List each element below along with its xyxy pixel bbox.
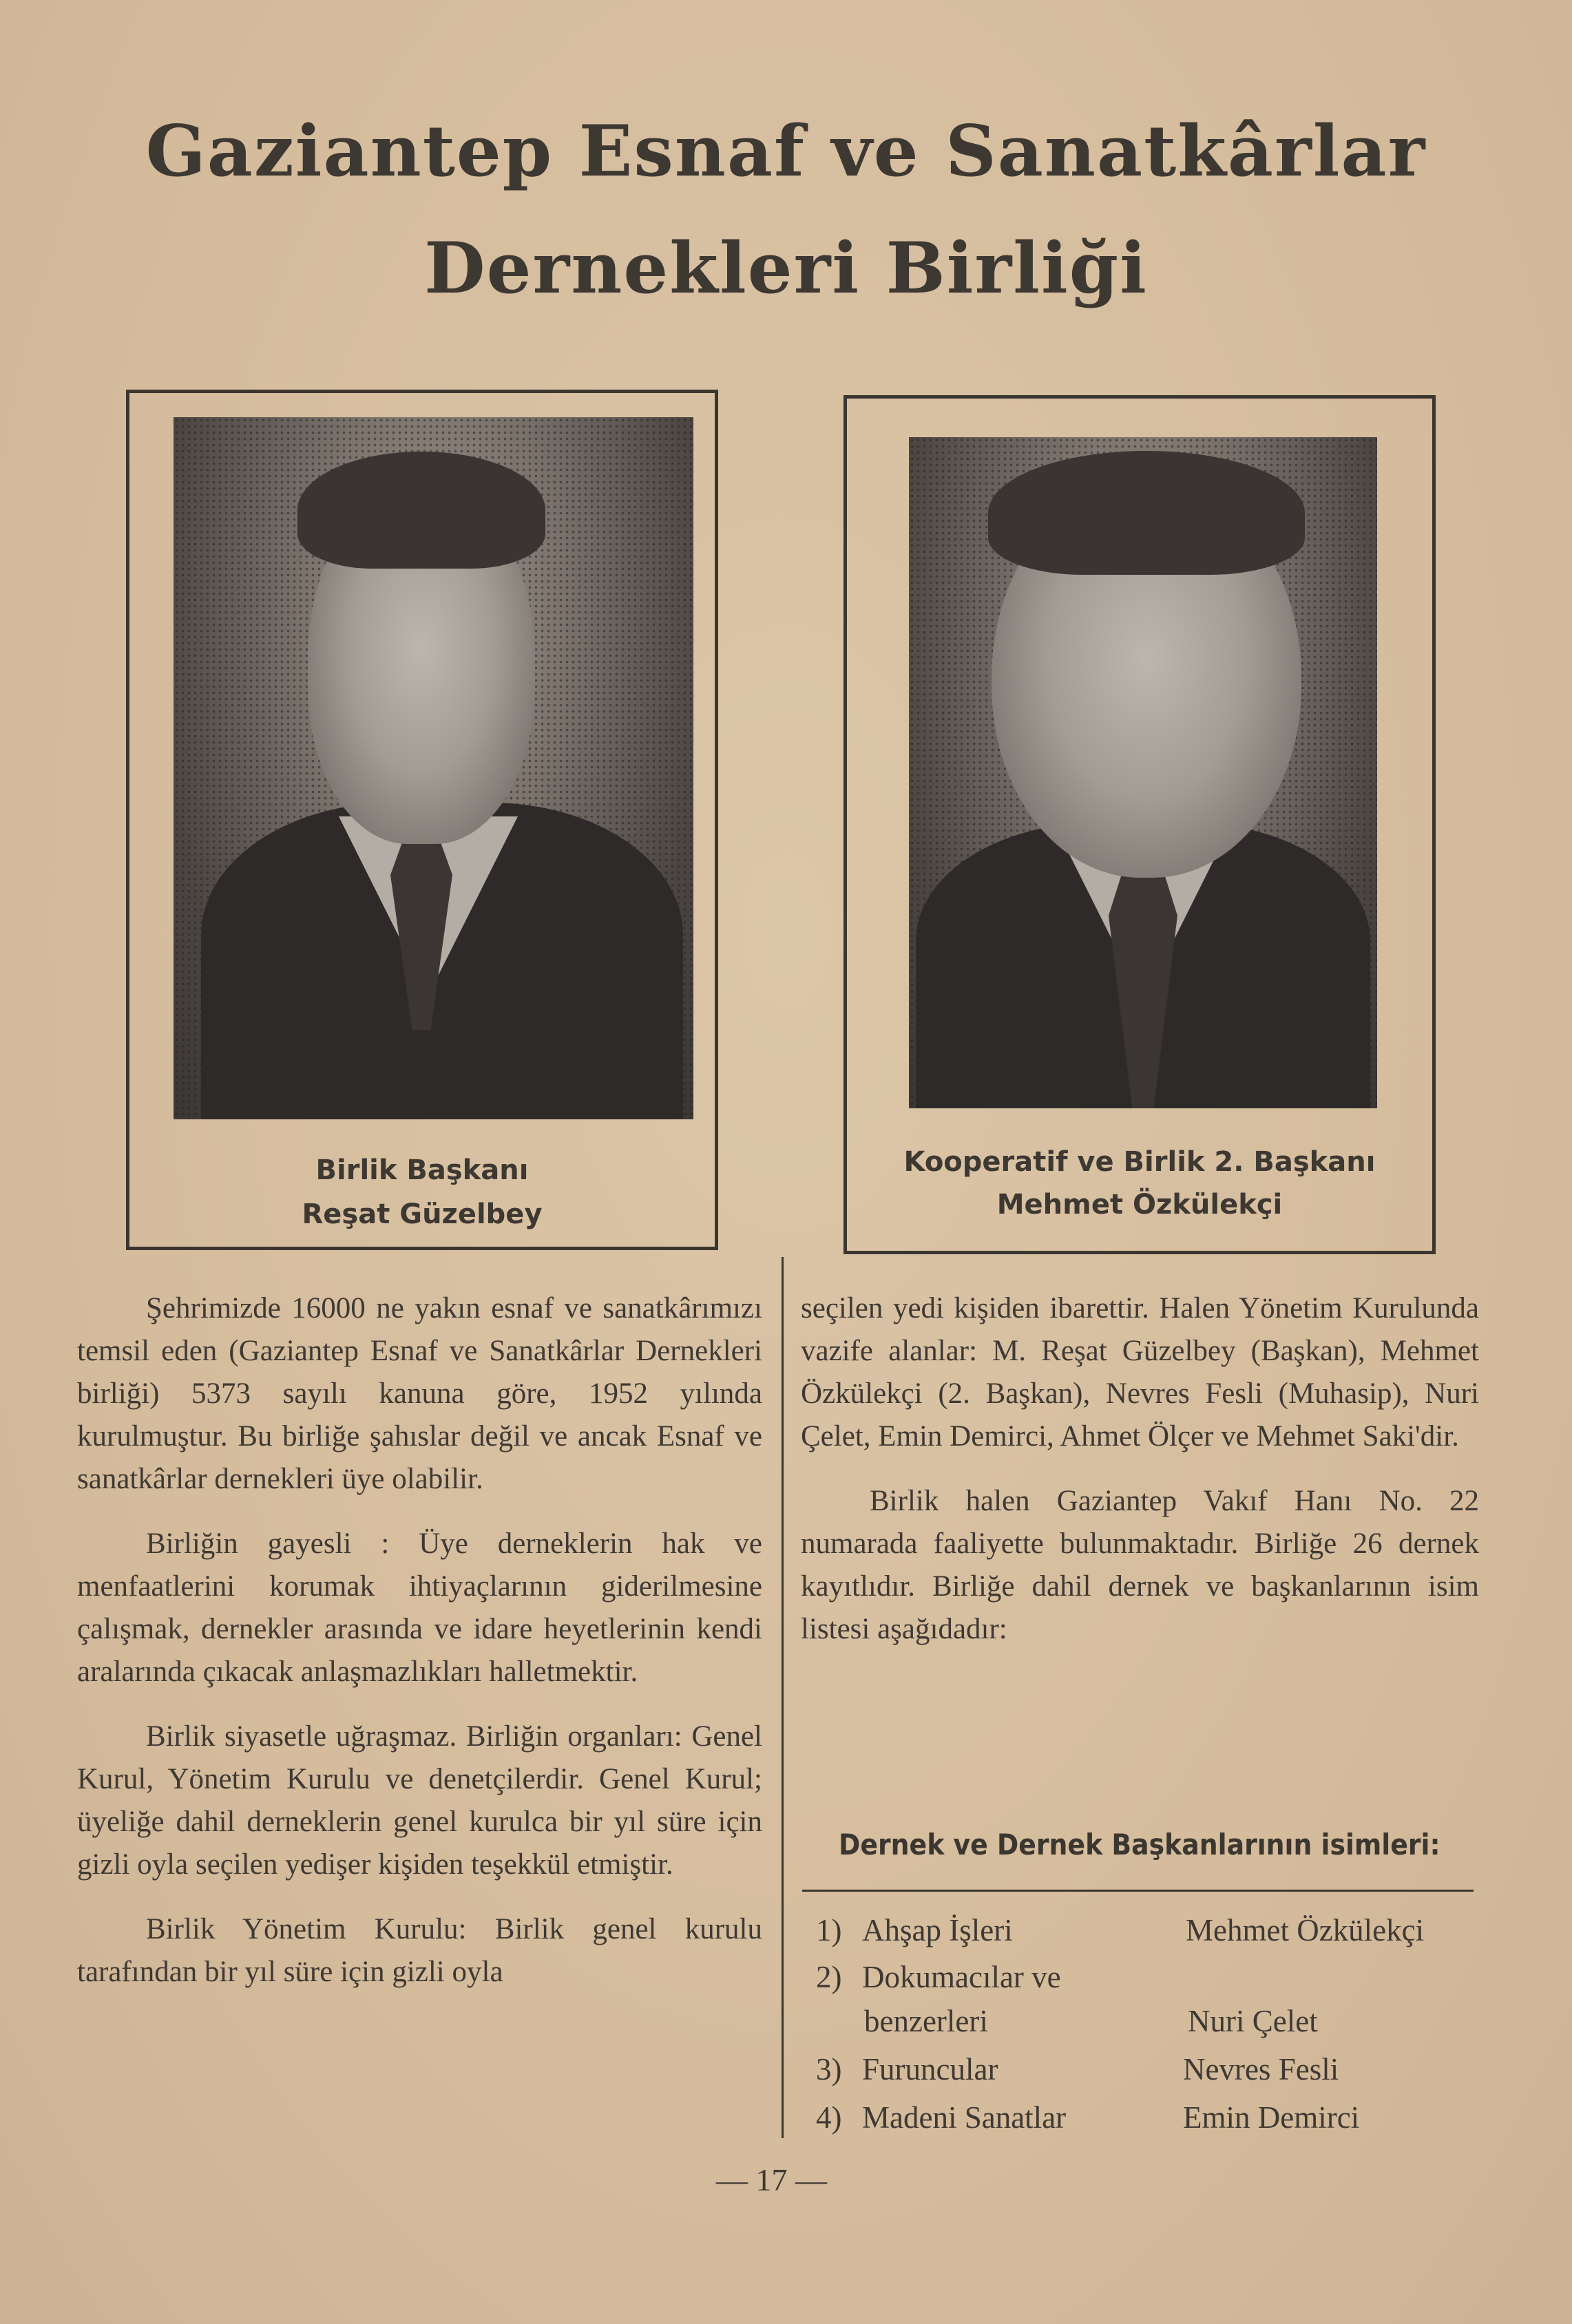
list-item-1-number: 1) (816, 1913, 842, 1947)
list-item-2-number: 2) (816, 1960, 842, 1994)
column-divider (782, 1257, 784, 2138)
caption-president-title: Birlik Başkanı (315, 1154, 529, 1186)
list-item-2-name: Dokumacılar ve (862, 1960, 1061, 1994)
paragraph-location: Birlik halen Gaziantep Vakıf Hanı No. 22 numarada faaliyette bulunmaktadır. Birliğe 26 dernek kayıtlıdır. Birliğe dahil dernek ve başkanlarının isim listesi aşağıdadır: (801, 1485, 1479, 1645)
list-item-1-name: Ahşap İşleri (862, 1913, 1013, 1947)
list-item-1-head: Mehmet Özkülekçi (1186, 1913, 1425, 1947)
right-column-text (801, 1287, 1479, 1673)
paragraph-board-start: Birlik Yönetim Kurulu: Birlik genel kurulu tarafından bir yıl süre için gizli oyla (77, 1913, 762, 1988)
association-list-title: Dernek ve Dernek Başkanlarının isimleri: (839, 1828, 1440, 1861)
paragraph-organs: Birlik siyasetle uğraşmaz. Birliğin organları: Genel Kurul, Yönetim Kurulu ve denetçilerdir. Genel Kurul; üyeliğe dahil derneklerin genel kurulca bir yıl süre için gizli oyla seçilen yedişer kişiden teşekkül etmiştir. (77, 1720, 762, 1881)
list-item-3-head: Nevres Fesli (1183, 2052, 1339, 2087)
caption-president-name: Reşat Güzelbey (302, 1198, 543, 1230)
portrait-photo-president (174, 417, 693, 1119)
paragraph-board-continued: seçilen yedi kişiden ibarettir. Halen Yönetim Kurulunda vazife alanlar: M. Reşat Güzelbey (Başkan), Mehmet Özkülekçi (2. Başkan), Nevres Fesli (Muhasip), Nuri Çelet, Emin Demirci, Ahmet Ölçer ve Mehmet Saki'dir. (801, 1292, 1479, 1452)
list-item-3-number: 3) (816, 2052, 842, 2087)
paragraph-purpose: Birliğin gayesli : Üye derneklerin hak ve menfaatlerini korumak ihtiyaçlarının giderilmesine çalışmak, dernekler arasında ve idare heyetlerinin kendi aralarında çıkacak anlaşmazlıkları halletmektir. (77, 1528, 762, 1688)
list-item-4-name: Madeni Sanatlar (862, 2100, 1067, 2135)
list-title-rule (802, 1890, 1474, 1892)
page-title-line1: Gaziantep Esnaf ve Sanatkârlar (145, 110, 1427, 193)
list-item-3-name: Furuncular (862, 2052, 998, 2087)
caption-vice-president-name: Mehmet Özkülekçi (996, 1189, 1283, 1221)
list-item-4-head: Emin Demirci (1183, 2100, 1360, 2135)
list-item-2-name-continued: benzerleri (864, 2004, 988, 2038)
page-title-line2: Dernekleri Birliği (424, 227, 1148, 310)
page-number: — 17 — (716, 2162, 827, 2197)
paragraph-intro: Şehrimizde 16000 ne yakın esnaf ve sanatkârımızı temsil eden (Gaziantep Esnaf ve Sanatkârlar Dernekleri birliği) 5373 sayılı kanuna göre, 1952 yılında kurulmuştur. Bu birliğe şahıslar değil ve ancak Esnaf ve sanatkârlar dernekleri üye olabilir. (77, 1292, 762, 1495)
left-column-text (77, 1287, 762, 1994)
list-item-2-head: Nuri Çelet (1188, 2004, 1318, 2038)
caption-vice-president-title: Kooperatif ve Birlik 2. Başkanı (903, 1146, 1376, 1178)
portrait-photo-vice-president (909, 437, 1377, 1108)
list-item-4-number: 4) (816, 2100, 842, 2135)
